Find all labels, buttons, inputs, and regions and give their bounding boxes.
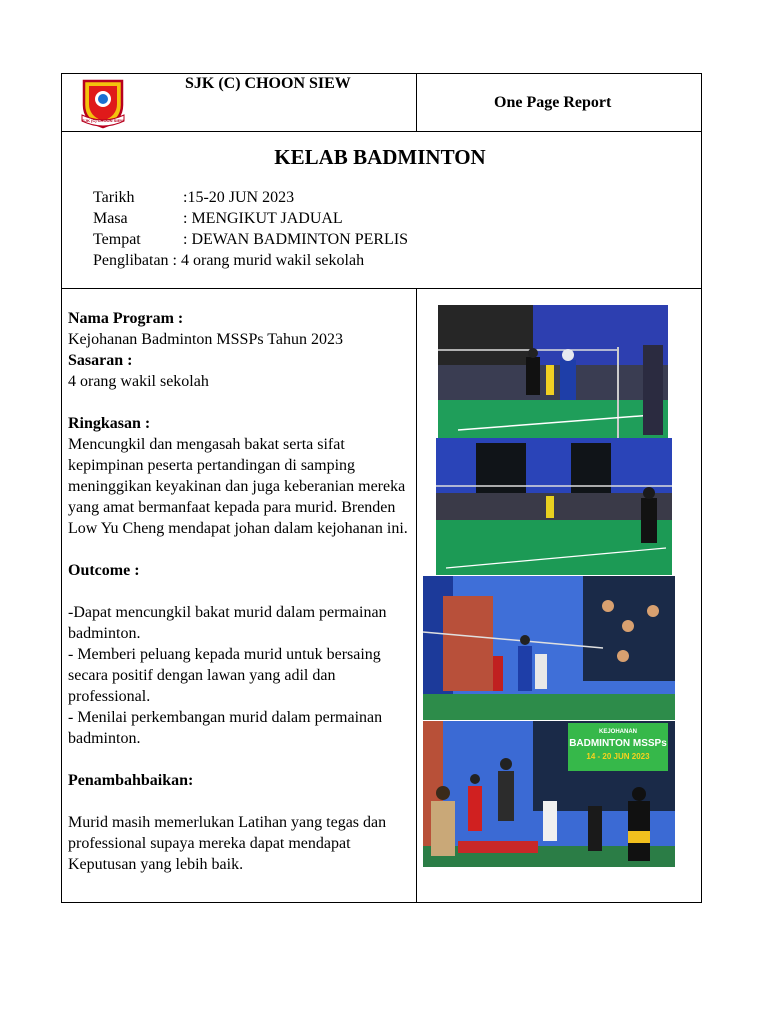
banner-line-3: 14 - 20 JUN 2023 <box>586 752 650 761</box>
info-value: :15-20 JUN 2023 <box>183 189 295 206</box>
photo-podium <box>423 721 675 867</box>
photo-match-1 <box>438 305 668 438</box>
outcome-item: -Dapat mencungkil bakat murid dalam permainan badminton. <box>68 604 387 642</box>
logo-text: SJK (C) CHOON SIEW <box>82 118 124 123</box>
photo-players <box>423 576 675 720</box>
outcome-item: - Memberi peluang kepada murid untuk bersaing secara positif dengan lawan yang adil dan professional. <box>68 646 381 705</box>
report-body <box>68 308 414 875</box>
info-label: Penglibatan <box>93 252 169 269</box>
banner-line-2: BADMINTON MSSPs <box>569 738 667 749</box>
info-row-participants <box>93 252 364 270</box>
info-label: Tarikh <box>93 189 135 206</box>
page-title: KELAB BADMINTON <box>274 145 486 169</box>
info-row-date <box>93 189 294 207</box>
info-label: Masa <box>93 210 128 227</box>
program-name: Kejohanan Badminton MSSPs Tahun 2023 <box>68 331 344 348</box>
outcome-heading: Outcome : <box>68 562 140 579</box>
improvement-heading: Penambahbaikan: <box>68 772 194 789</box>
target-heading: Sasaran : <box>68 352 133 369</box>
outcome-item: - Menilai perkembangan murid dalam permainan badminton. <box>68 709 383 747</box>
info-label: Tempat <box>93 231 141 248</box>
info-value: : 4 orang murid wakil sekolah <box>172 252 365 269</box>
summary-heading: Ringkasan : <box>68 415 151 432</box>
target-text: 4 orang wakil sekolah <box>68 373 209 390</box>
info-value: : DEWAN BADMINTON PERLIS <box>183 231 409 248</box>
info-row-time <box>93 210 343 228</box>
banner-line-1: KEJOHANAN <box>598 729 638 735</box>
summary-text: Mencungkil dan mengasah bakat serta sifat kepimpinan peserta pertandingan di samping meninggikan keyakinan dan juga keberanian mereka yang amat bermanfaat kepada para murid. Brenden Low Yu Cheng mendapat johan dalam kejohanan ini. <box>68 436 408 537</box>
school-logo <box>76 75 130 129</box>
program-heading: Nama Program : <box>68 310 184 327</box>
report-type: One Page Report <box>494 94 612 111</box>
improvement-text: Murid masih memerlukan Latihan yang tegas dan professional supaya mereka dapat mendapat Keputusan yang lebih baik. <box>68 814 387 873</box>
info-row-venue <box>93 231 408 249</box>
school-name: SJK (C) CHOON SIEW <box>185 75 351 92</box>
info-value: : MENGIKUT JADUAL <box>183 210 343 227</box>
photo-match-2 <box>436 438 672 575</box>
